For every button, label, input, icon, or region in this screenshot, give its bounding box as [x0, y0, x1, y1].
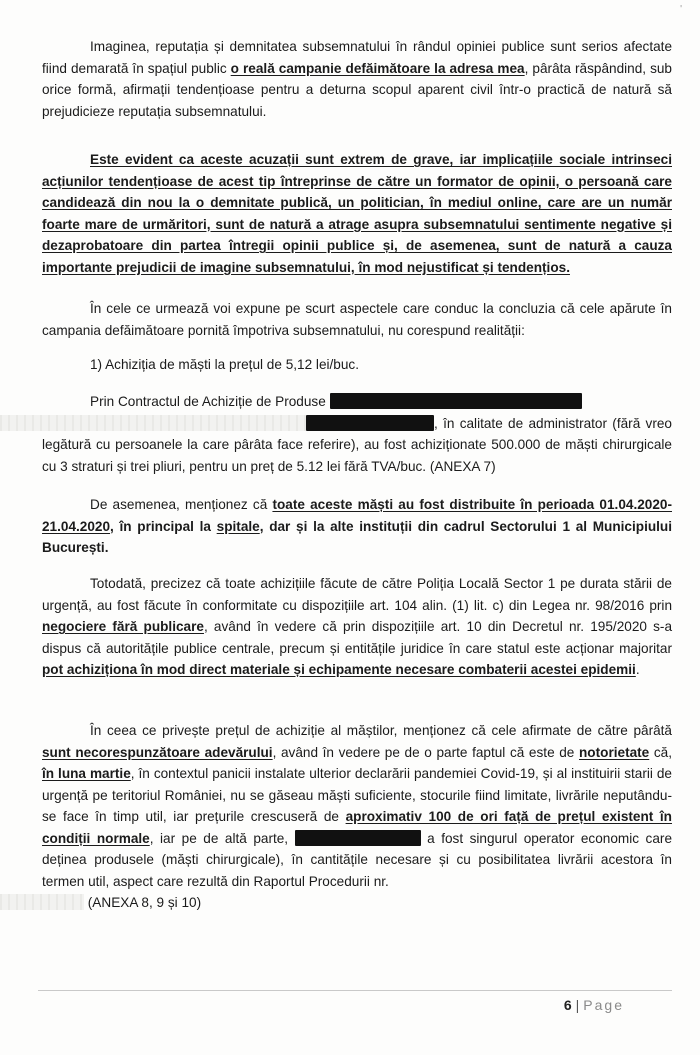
redaction-block	[0, 894, 84, 910]
page-number: 6	[563, 997, 572, 1013]
paragraph-7	[42, 573, 672, 681]
emphasis: spitale	[216, 518, 260, 534]
scan-mark: '	[680, 4, 682, 15]
paragraph-5	[42, 391, 672, 477]
emphasis: toate aceste măști au fost distribuite în perioada 01.04.2020-21.04.2020	[42, 497, 672, 534]
emphasis: , dar și la alte instituții din cadrul Sectorului 1 al Municipiului București.	[42, 518, 673, 555]
footer-divider	[38, 990, 672, 991]
paragraph-8	[42, 720, 672, 914]
text: Totodată, precizez că toate achizițiile făcute de către Poliția Locală Sector 1 pe durata stării de urgență, au fost făcute în conformitate cu dispozițiile art. 104 alin. (1) lit. c) din Legea nr. 98/2016 prin	[42, 576, 672, 613]
paragraph-3: În cele ce urmează voi expune pe scurt aspectele care conduc la concluzia că cele apărute în campania defăimătoare pornită împotriva subsemnatului, nu corespund realității:	[42, 301, 672, 338]
text: Imaginea, reputația și demnitatea subsemnatului în rândul opiniei publice sunt serios afectate fiind demarată în spațiul public	[42, 39, 672, 76]
text: În ceea ce privește prețul de achiziție al măștilor, menționez că cele afirmate de către pârâtă	[90, 723, 672, 738]
text: a fost singurul operator economic care deținea produsele (măști chirurgicale), în cantitățile necesare și cu posibilitatea livrării acestora în termen util, aspect care rezultă din Raportul Procedurii nr.	[42, 830, 673, 889]
emphasis: negociere fără publicare	[42, 619, 204, 634]
paragraph-2: Este evident ca aceste acuzații sunt extrem de grave, iar implicațiile sociale intrinseci acțiunilor tendențioase de acest tip întreprinse de către un formator de opinii, o persoană care candidează din nou la o demnitate publică, un politician, în mediul online, care are un număr foarte mare de urmăritori, sunt de natură a atrage asupra subsemnatului sentimente negative și dezaprobatoare din partea întregii opinii publice și, de asemenea, sunt de natură a cauza importante prejudicii de imagine subsemnatului, în mod nejustificat și tendențios.	[42, 152, 672, 275]
text: , având în vedere pe de o parte faptul că este de	[272, 744, 579, 760]
emphasis: în luna martie	[42, 766, 131, 781]
text: că,	[649, 744, 673, 760]
redaction-block	[306, 415, 434, 431]
page-footer	[564, 997, 624, 1013]
page-word: Page	[583, 997, 624, 1013]
redaction-block	[330, 393, 582, 409]
emphasis: o reală campanie defăimătoare la adresa mea	[230, 60, 525, 76]
emphasis: notorietate	[579, 744, 650, 760]
redaction-block	[295, 830, 421, 846]
emphasis: pot achiziționa în mod direct materiale și echipamente necesare combaterii acestei epidemii	[42, 662, 636, 677]
text: , având în vedere că prin dispozițiile art. 10 din Decretul nr. 195/2020 s-a dispus că autoritățile publice centrale, precum și entitățile juridice în care statul este acționar majoritar	[42, 619, 673, 656]
redaction-block	[0, 415, 306, 431]
text: De asemenea, menționez că	[90, 497, 273, 512]
emphasis: aproximativ 100 de ori față de prețul existent în condiții normale	[42, 809, 672, 846]
text: (ANEXA 8, 9 și 10)	[87, 895, 202, 910]
paragraph-6	[42, 494, 672, 559]
emphasis: , în principal la	[110, 518, 217, 534]
text: Prin Contractul de Achiziție de Produse	[90, 394, 326, 409]
paragraph-1	[42, 36, 672, 122]
text: , pârâta răspândind, sub orice formă, afirmații tendențioase pentru a deturna scopul aparent civil într-o practică de natură să prejudicieze reputația subsemnatului.	[42, 60, 672, 119]
paragraph-4-heading: 1) Achiziția de măști la prețul de 5,12 lei/buc.	[90, 357, 360, 372]
page-separator: |	[575, 997, 580, 1013]
text: , în contextul panicii instalate ulterior declarării pandemiei Covid-19, și al instituirii starii de urgență pe teritoriul României, nu se găseau măști suficiente, stocurile fiind limitate, livrările neputându-se face în timp util, iar prețurile crescuseră de	[42, 766, 672, 824]
text: , iar pe de altă parte,	[149, 830, 289, 846]
text: , în calitate de administrator (fără vreo legătură cu persoanele la care pârâta face referire), au fost achiziționate 500.000 de măști chirurgicale cu 3 straturi și trei pliuri, pentru un preț de 5.12 lei fără TVA/buc. (ANEXA 7)	[42, 415, 672, 474]
text: .	[635, 662, 640, 677]
emphasis: sunt necorespunzătoare adevărului	[42, 744, 273, 760]
